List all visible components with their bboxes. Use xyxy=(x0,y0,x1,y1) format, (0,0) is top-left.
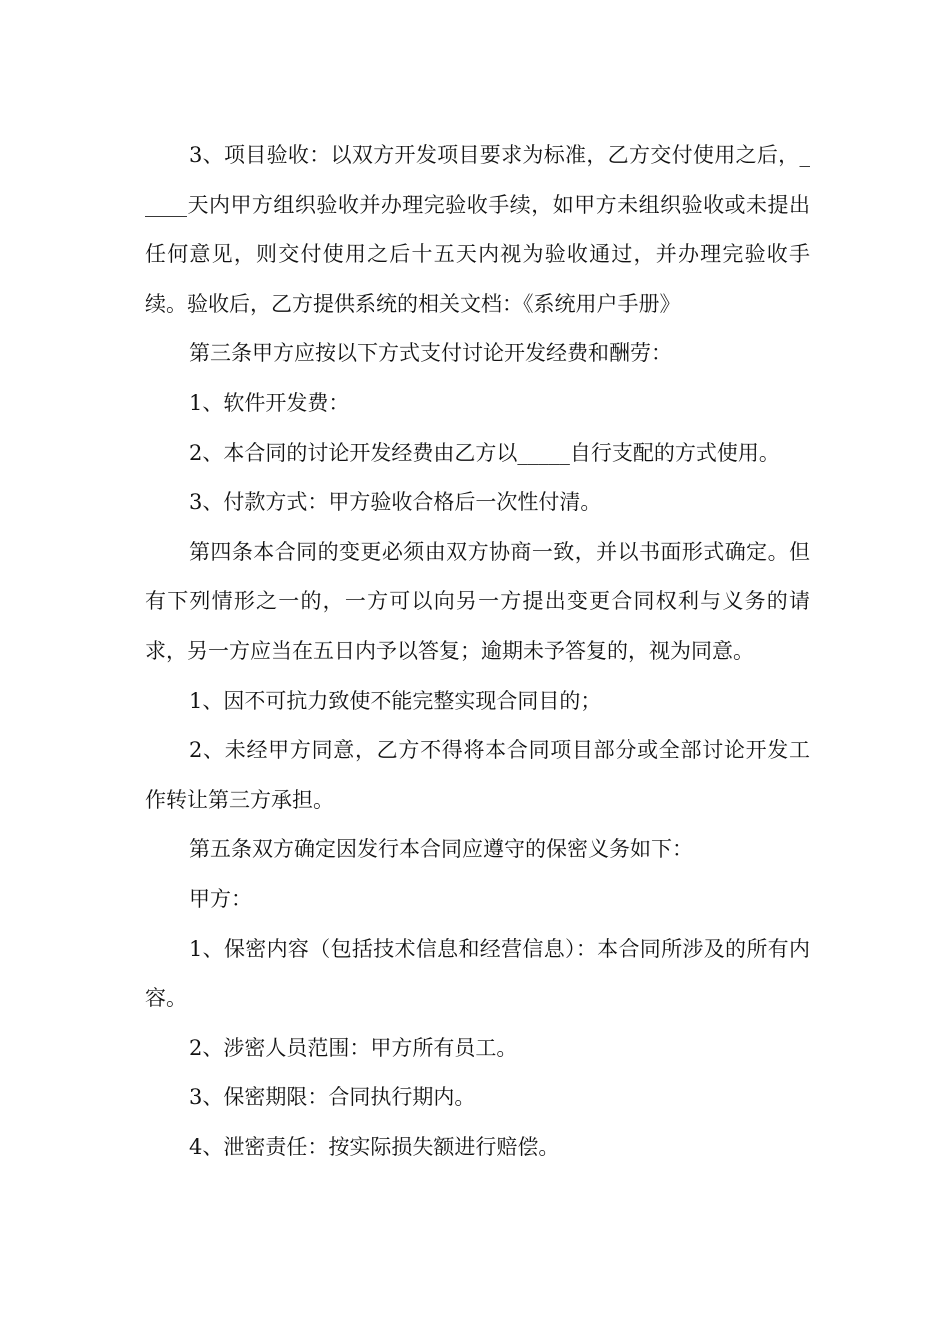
paragraph-article-4: 第四条本合同的变更必须由双方协商一致，并以书面形式确定。但有下列情形之一的，一方可以向另一方提出变更合同权利与义务的请求，另一方应当在五日内予以答复；逾期未予答复的，视为同意。 xyxy=(145,539,810,663)
paragraph-article-5: 第五条双方确定因发行本合同应遵守的保密义务如下： xyxy=(189,837,693,862)
paragraph-article-3: 第三条甲方应按以下方式支付讨论开发经费和酬劳： xyxy=(189,341,672,366)
paragraph-confidential-period: 3、保密期限：合同执行期内。 xyxy=(189,1085,476,1110)
paragraph-leak-liability: 4、泄密责任：按实际损失额进行赔偿。 xyxy=(189,1134,560,1159)
paragraph-acceptance: 3、项目验收：以双方开发项目要求为标准，乙方交付使用之后，_____天内甲方组织验收并办理完验收手续，如甲方未组织验收或未提出任何意见，则交付使用之后十五天内视为验收通过，并办理完验收手续。验收后，乙方提供系统的相关文档：《系统用户手册》 xyxy=(145,143,810,316)
paragraph-no-transfer: 2、未经甲方同意，乙方不得将本合同项目部分或全部讨论开发工作转让第三方承担。 xyxy=(145,738,810,812)
paragraph-party-a: 甲方： xyxy=(189,886,252,911)
paragraph-software-fee: 1、软件开发费： xyxy=(189,390,350,415)
paragraph-confidential-content: 1、保密内容（包括技术信息和经营信息）：本合同所涉及的所有内容。 xyxy=(145,936,810,1011)
document-body xyxy=(145,131,810,1172)
paragraph-force-majeure: 1、因不可抗力致使不能完整实现合同目的； xyxy=(189,688,602,713)
paragraph-personnel-scope: 2、涉密人员范围：甲方所有员工。 xyxy=(189,1035,518,1060)
paragraph-payment-method: 3、付款方式：甲方验收合格后一次性付清。 xyxy=(189,490,602,515)
paragraph-fund-usage: 2、本合同的讨论开发经费由乙方以_____自行支配的方式使用。 xyxy=(189,440,780,465)
